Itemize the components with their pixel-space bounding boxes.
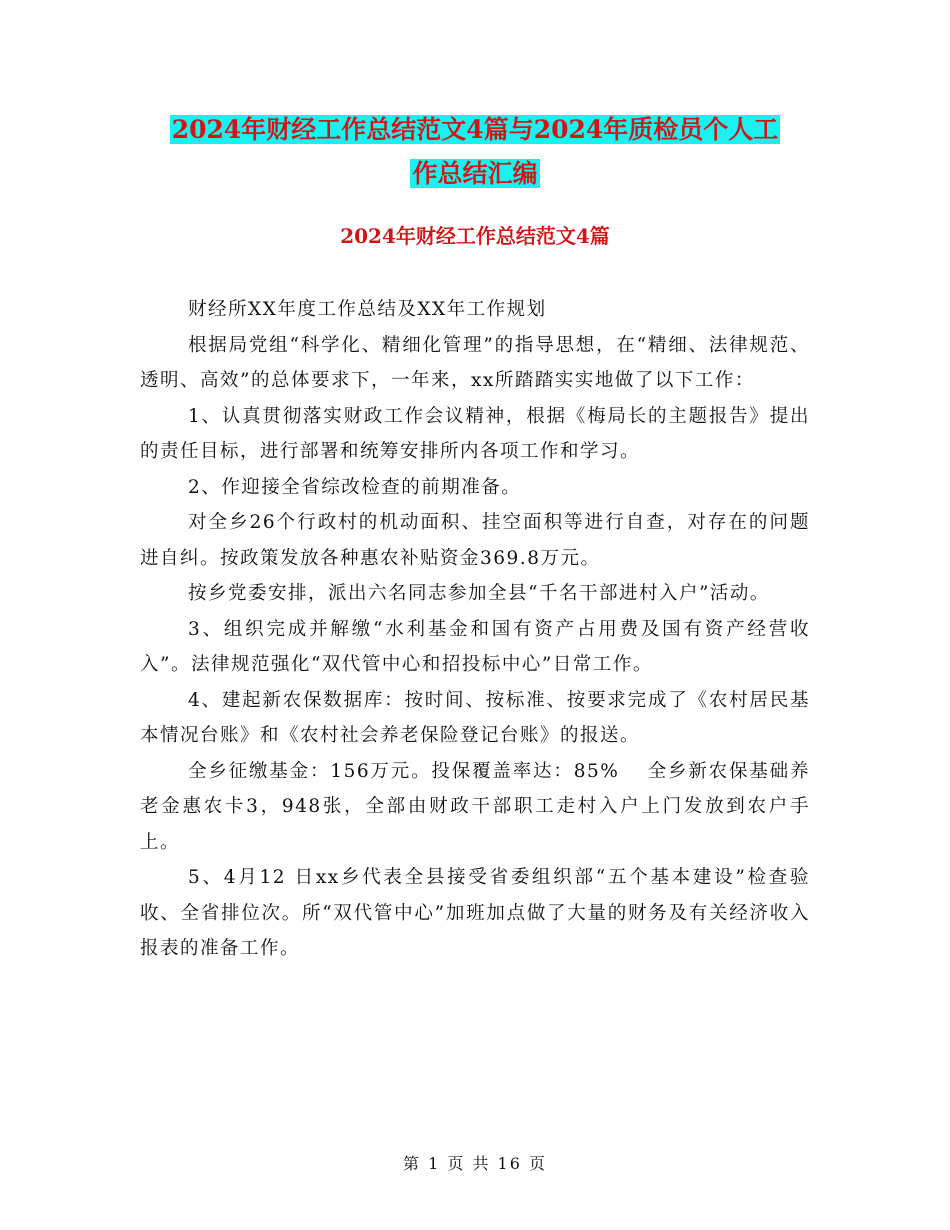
- title-highlight-2: 作总结汇编: [412, 159, 538, 188]
- paragraph: 对全乡26个行政村的机动面积、挂空面积等进行自查，对存在的问题进自纠。按政策发放各种惠农补贴资金369.8万元。: [140, 512, 810, 569]
- page-footer: 第 1 页 共 16 页: [403, 1154, 547, 1173]
- title-highlight-1: 2024年财经工作总结范文4篇与2024年质检员个人工: [171, 115, 779, 144]
- document-body: [140, 292, 810, 967]
- paragraph: 4、建起新农保数据库：按时间、按标准、按要求完成了《农村居民基本情况台账》和《农村社会养老保险登记台账》的报送。: [140, 689, 810, 746]
- paragraph: 3、组织完成并解缴“水利基金和国有资产占用费及国有资产经营收入”。法律规范强化“双代管中心和招投标中心”日常工作。: [140, 618, 810, 675]
- paragraph: 1、认真贯彻落实财政工作会议精神，根据《梅局长的主题报告》提出的责任目标，进行部署和统筹安排所内各项工作和学习。: [140, 405, 810, 462]
- document-title-line-1: [0, 112, 950, 148]
- paragraph: 按乡党委安排，派出六名同志参加全县“千名干部进村入户”活动。: [188, 583, 770, 604]
- paragraph: 根据局党组“科学化、精细化管理”的指导思想，在“精细、法律规范、透明、高效”的总体要求下，一年来，xx所踏踏实实地做了以下工作：: [140, 334, 810, 391]
- paragraph: 2、作迎接全省综改检查的前期准备。: [188, 476, 522, 498]
- document-title-line-2: [0, 156, 950, 192]
- paragraph: 全乡征缴基金：156万元。投保覆盖率达：85% 全乡新农保基础养老金惠农卡3，948张，全部由财政干部职工走村入户上门发放到农户手上。: [140, 760, 810, 853]
- paragraph: 5、4月12 日xx乡代表全县接受省委组织部“五个基本建设”检查验收、全省排位次。所“双代管中心”加班加点做了大量的财务及有关经济收入报表的准备工作。: [140, 867, 810, 959]
- section-subtitle: 2024年财经工作总结范文4篇: [340, 224, 610, 248]
- paragraph: 财经所XX年度工作总结及XX年工作规划: [188, 299, 547, 320]
